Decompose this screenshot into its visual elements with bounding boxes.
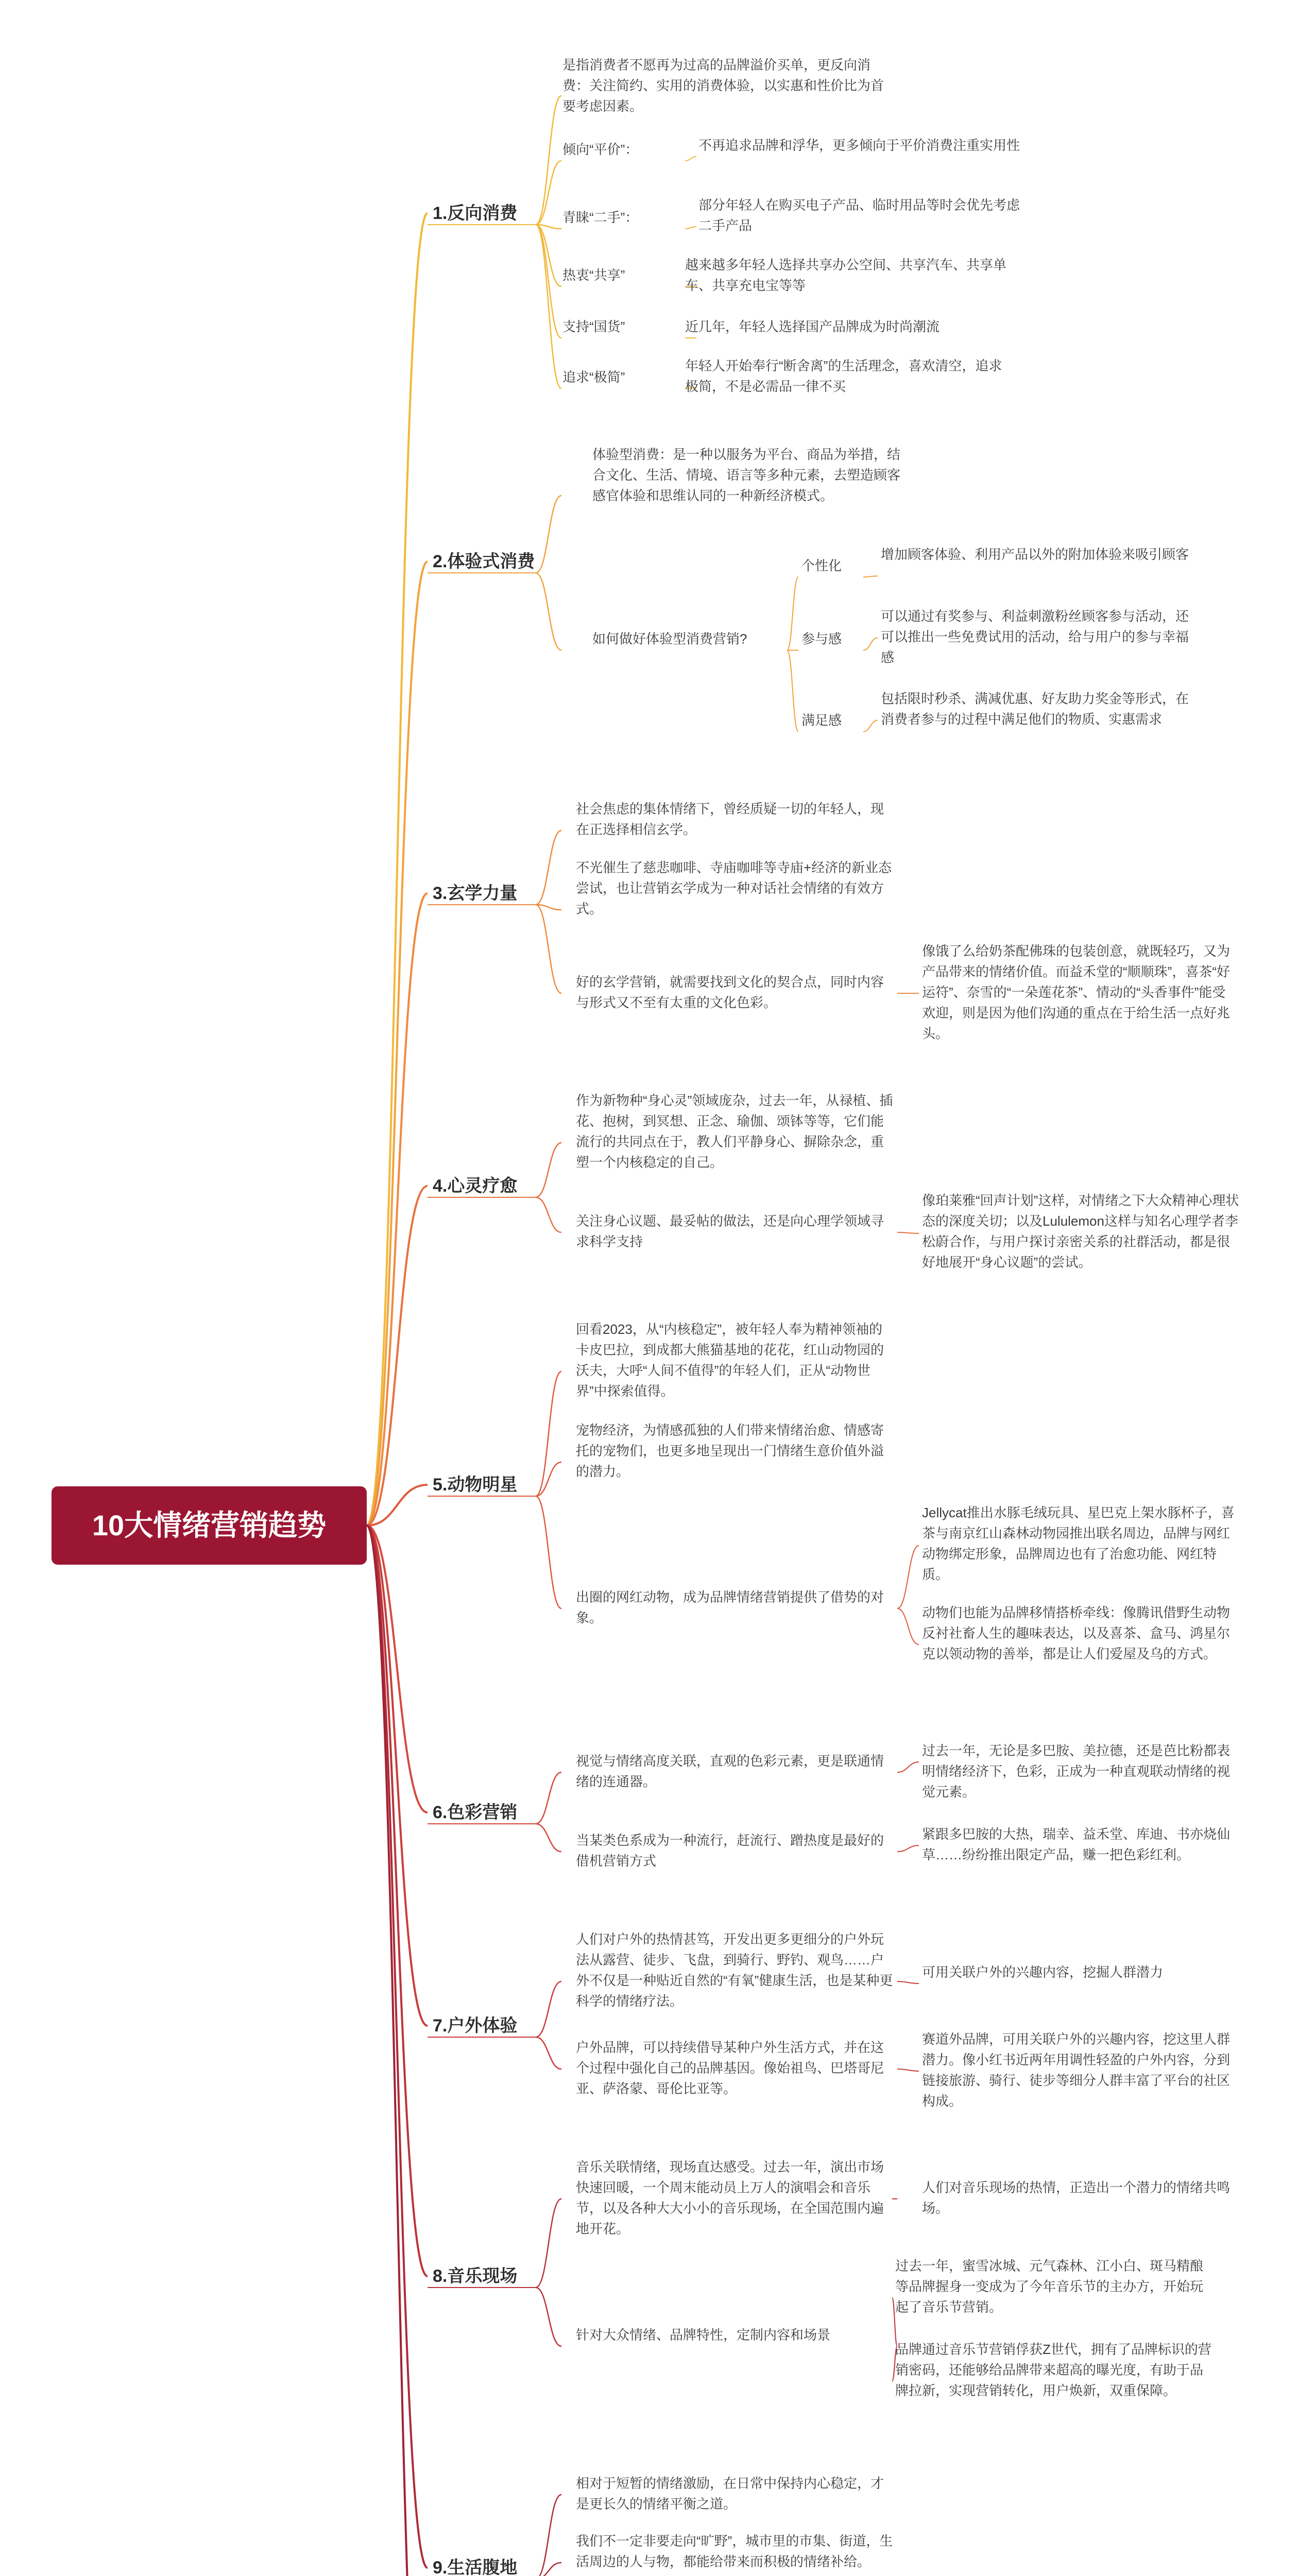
b1-child-connector-2 [536,161,561,225]
b5-child-3[interactable]: 出圈的网红动物，成为品牌情绪营销提供了借势的对象。 [576,1589,884,1625]
branch-6-title[interactable]: 6.色彩营销 [433,1803,518,1822]
detail-connector-3-3 [863,720,878,732]
detail-connector-3-2 [863,638,878,650]
b2-value-2[interactable]: 可以通过有奖参与、利益刺激粉丝顾客参与活动，还可以推出一些免费试用的活动，给与用户的参与幸福感 [881,608,1189,665]
b8-detail-2[interactable]: 过去一年，蜜雪冰城、元气森林、江小白、斑马精酿等品牌握身一变成为了今年音乐节的主办方，开始玩起了音乐节营销。 [895,2258,1204,2315]
b3-child-1[interactable]: 社会焦虑的集体情绪下，曾经质疑一切的年轻人，现在正选择相信玄学。 [576,801,884,837]
b4-detail[interactable]: 像珀莱雅“回声计划”这样，对情绪之下大众精神心理状态的深度关切；以及Lululemon这样与知名心理学者李松蔚合作，与用户探讨亲密关系的社群活动，都是很好地展开“身心议题”的尝试。 [922,1193,1239,1270]
b6-child-connector-2 [536,1824,561,1852]
b2-value-3[interactable]: 包括限时秒杀、满减优惠、好友助力奖金等形式，在消费者参与的过程中满足他们的物质、实惠需求 [881,691,1189,727]
b5-detail-2[interactable]: 动物们也能为品牌移情搭桥牵线：像腾讯借野生动物反衬社畜人生的趣味表达，以及喜茶、盒马、鸿星尔克以领动物的善举，都是让人们爱屋及乌的方式。 [922,1605,1231,1662]
b1-value-1[interactable]: 不再追求品牌和浮华，更多倾向于平价消费注重实用性 [698,138,1020,153]
b6-child-1[interactable]: 视觉与情绪高度关联，直观的色彩元素，更是联通情绪的连通器。 [576,1753,884,1789]
b2-child-connector-1 [536,496,561,573]
b2-value-1[interactable]: 增加顾客体验、利用产品以外的附加体验来吸引顾客 [881,547,1189,562]
root-connector-1 [367,213,428,1526]
b9-child-connector-2 [536,2563,561,2576]
branch-3-title[interactable]: 3.玄学力量 [433,884,518,903]
b1-value-3[interactable]: 越来越多年轻人选择共享办公空间、共享汽车、共享单车、共享充电宝等等 [685,257,1007,293]
detail-connector-3-1 [863,576,878,577]
detail-connector-2-1 [787,577,798,650]
detail-connector-1-1 [685,157,696,161]
b7-child-2[interactable]: 户外品牌，可以持续借导某种户外生活方式，并在这个过程中强化自己的品牌基因。像始祖鸟、巴塔哥尼亚、萨洛蒙、哥伦比亚等。 [576,2040,884,2096]
detail-connector-8-1 [897,1981,919,1984]
detail-connector-2-3 [787,650,798,732]
b6-child-connector-1 [536,1772,561,1824]
b2-definition[interactable]: 体验型消费：是一种以服务为平台、商品为举措，结合文化、生活、情境、语言等多种元素，去塑造顾客感官体验和思维认同的一种新经济模式。 [592,447,901,503]
b6-child-2[interactable]: 当某类色系成为一种流行，赶流行、蹭热度是最好的借机营销方式 [576,1833,884,1869]
root-connector-7 [367,1526,428,2026]
branch-9-title[interactable]: 9.生活腹地 [433,2558,518,2576]
b1-value-2[interactable]: 部分年轻人在购买电子产品、临时用品等时会优先考虑二手产品 [698,197,1020,233]
b4-child-1[interactable]: 作为新物种“身心灵”领域庞杂，过去一年，从禄植、插花、抱树，到冥想、正念、瑜伽、颂钵等等，它们能流行的共同点在于，教人们平静身心、摒除杂念，重塑一个内核稳定的自己。 [576,1093,893,1170]
b4-child-2[interactable]: 关注身心议题、最妥帖的做法，还是向心理学领域寻求科学支持 [576,1213,884,1249]
branch-8-title[interactable]: 8.音乐现场 [433,2266,518,2286]
detail-connector-5-1 [897,1232,919,1233]
root-topic[interactable]: 10大情绪营销趋势 [52,1486,367,1565]
b7-child-connector-2 [536,2037,561,2069]
b7-child-connector-1 [536,1981,561,2037]
b8-child-connector-1 [536,2199,561,2287]
b3-child-3[interactable]: 好的玄学营销，就需要找到文化的契合点，同时内容与形式又不至有太重的文化色彩。 [576,974,884,1010]
b7-detail-2[interactable]: 赛道外品牌，可用关联户外的兴趣内容，挖这里人群潜力。像小红书近两年用调性轻盈的户外内容，分到链接旅游、骑行、徒步等细分人群丰富了平台的社区构成。 [922,2031,1231,2109]
b8-detail-3[interactable]: 品牌通过音乐节营销俘获Z世代，拥有了品牌标识的营销密码，还能够给品牌带来超高的曝光度，有助于品牌拉新，实现营销转化，用户焕新，双重保障。 [895,2342,1211,2398]
b8-child-1[interactable]: 音乐关联情绪，现场直达感受。过去一年，演出市场快速回暖，一个周末能动员上万人的演唱会和音乐节，以及各种大大小小的音乐现场，在全国范围内遍地开花。 [576,2159,884,2236]
b5-detail-1[interactable]: Jellycat推出水豚毛绒玩具、星巴克上架水豚杯子，喜茶与南京红山森林动物园推出联名周边，品牌与网红动物绑定形象，品牌周边也有了治愈功能、网红特质。 [922,1505,1235,1582]
b8-child-connector-2 [536,2287,561,2346]
detail-connector-8-2 [897,2069,919,2071]
b1-definition[interactable]: 是指消费者不愿再为过高的品牌溢价买单，更反向消费：关注简约、实用的消费体验，以实惠和性价比为首要考虑因素。 [562,57,884,114]
b3-child-connector-1 [536,831,561,905]
branch-2-title[interactable]: 2.体验式消费 [433,552,535,571]
b4-child-connector-2 [536,1197,561,1232]
detail-connector-7-2 [897,1845,919,1852]
branch-7-title[interactable]: 7.户外体验 [433,2016,518,2036]
b1-key-5[interactable]: 追求“极简” [562,369,625,385]
branch-1-title[interactable]: 1.反向消费 [433,204,518,223]
root-connector-2 [367,562,428,1526]
b3-child-2[interactable]: 不光催生了慈悲咖啡、寺庙咖啡等寺庙+经济的新业态尝试，也让营销玄学成为一种对话社会情绪的有效方式。 [576,860,892,917]
b1-child-connector-6 [536,225,561,388]
b3-child-connector-3 [536,905,561,993]
b2-question[interactable]: 如何做好体验型消费营销? [592,631,747,647]
b8-child-2[interactable]: 针对大众情绪、品牌特性，定制内容和场景 [576,2327,831,2343]
detail-connector-1-2 [685,227,696,229]
b4-child-connector-1 [536,1143,561,1197]
b5-child-2[interactable]: 宠物经济，为情感孤独的人们带来情绪治愈、情感寄托的宠物们，也更多地呈现出一门情绪生意价值外溢的潜力。 [576,1422,884,1479]
b5-child-1[interactable]: 回看2023，从“内核稳定”，被年轻人奉为精神领袖的卡皮巴拉，到成都大熊猫基地的花花，红山动物园的沃夫，大呼“人间不值得”的年轻人们，正从“动物世界”中探索值得。 [576,1321,884,1399]
b5-child-connector-3 [536,1496,561,1608]
b1-value-5[interactable]: 年轻人开始奉行“断舍离”的生活理念，喜欢清空，追求极简，不是必需品一律不买 [685,358,1002,394]
b6-detail-2[interactable]: 紧跟多巴胺的大热，瑞幸、益禾堂、库迪、书亦烧仙草……纷纷推出限定产品，赚一把色彩红利。 [922,1826,1231,1862]
b1-key-4[interactable]: 支持“国货” [562,319,625,334]
b2-child-connector-2 [536,573,561,650]
b1-child-connector-1 [536,96,561,225]
b1-key-3[interactable]: 热衷“共享” [562,267,625,283]
b7-detail-1[interactable]: 可用关联户外的兴趣内容，挖掘人群潜力 [922,1964,1164,1980]
b8-detail-1[interactable]: 人们对音乐现场的热情，正造出一个潜力的情绪共鸣场。 [922,2180,1231,2216]
branch-5-title[interactable]: 5.动物明星 [433,1475,518,1495]
detail-connector-6-1 [897,1546,919,1608]
b7-child-1[interactable]: 人们对户外的热情甚笃，开发出更多更细分的户外玩法从露营、徒步、飞盘，到骑行、野钓、观鸟……户外不仅是一种贴近自然的“有氧”健康生活，也是某种更科学的情绪疗法。 [576,1931,893,2009]
b2-key-1[interactable]: 个性化 [801,558,842,573]
b1-key-1[interactable]: 倾向“平价”： [562,142,639,157]
detail-connector-6-2 [897,1608,919,1645]
b1-key-2[interactable]: 青睐“二手”： [562,210,639,225]
b9-child-1[interactable]: 相对于短暂的情绪激励，在日常中保持内心稳定，才是更长久的情绪平衡之道。 [576,2476,884,2512]
detail-connector-7-1 [897,1762,919,1772]
b1-child-connector-5 [536,225,561,338]
b2-key-3[interactable]: 满足感 [801,713,842,728]
root-connector-9 [367,1526,428,2568]
b1-value-4[interactable]: 近几年，年轻人选择国产品牌成为时尚潮流 [685,319,940,334]
b6-detail-1[interactable]: 过去一年，无论是多巴胺、美拉德，还是芭比粉都表明情绪经济下，色彩，正成为一种直观联动情绪的视觉元素。 [922,1743,1231,1800]
b9-child-2[interactable]: 我们不一定非要走向“旷野”，城市里的市集、街道，生活周边的人与物，都能给带来而积极的情绪补给。 [576,2533,893,2569]
b3-detail[interactable]: 像饿了么给奶茶配佛珠的包装创意，就既轻巧，又为产品带来的情绪价值。而益禾堂的“顺顺珠”，喜茶“好运符”、奈雪的“一朵莲花茶”、情动的“头香事件”能受欢迎，则是因为他们沟通的重点在于给生活一点好兆头。 [922,943,1231,1041]
branch-4-title[interactable]: 4.心灵疗愈 [433,1176,518,1196]
b2-key-2[interactable]: 参与感 [801,631,842,647]
root-connector-3 [367,893,428,1526]
